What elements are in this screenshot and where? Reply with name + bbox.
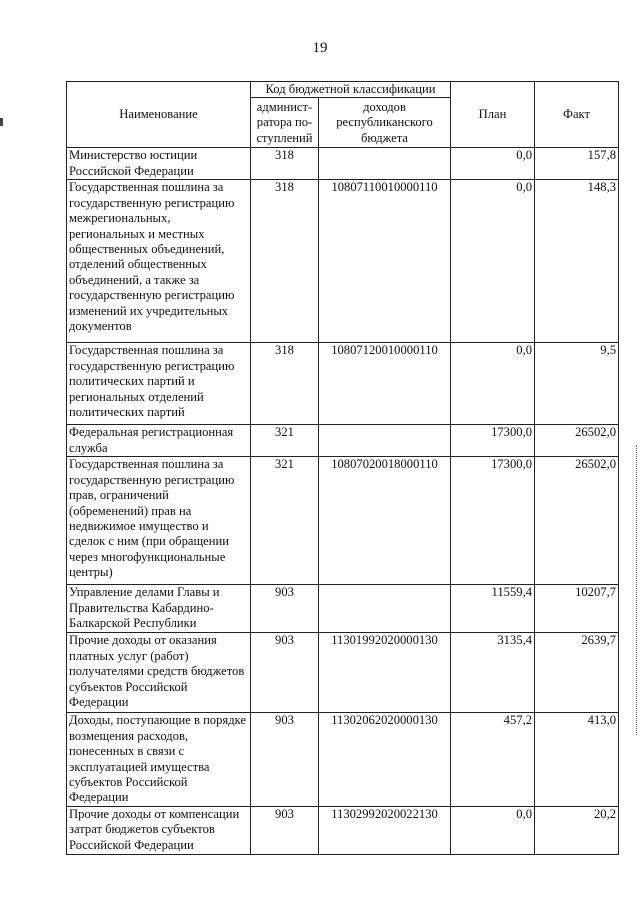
row-income-code: 10807120010000110 — [319, 343, 451, 425]
row-income-code — [319, 425, 451, 457]
row-plan: 3135,4 — [451, 633, 535, 713]
table-row — [67, 713, 619, 806]
row-name: Государственная пошлина за государственную регистрацию межрегиональных, региональных и местных общественных объединений, отделений общественных объединений, а также за государственную регистрацию изменений их учредительных документов — [67, 180, 251, 343]
scan-artifact-right — [633, 445, 637, 735]
row-fact: 157,8 — [535, 148, 619, 180]
row-fact: 2639,7 — [535, 633, 619, 713]
row-fact: 26502,0 — [535, 425, 619, 457]
row-plan: 457,2 — [451, 713, 535, 806]
header-code-group: Код бюджетной классификации — [251, 82, 451, 98]
table-row — [67, 806, 619, 854]
row-plan: 17300,0 — [451, 457, 535, 585]
scan-artifact-left — [0, 118, 3, 126]
row-name: Доходы, поступающие в порядке возмещения расходов, понесенных в связи с эксплуатацией имущества субъектов Российской Федерации — [67, 713, 251, 806]
row-name: Государственная пошлина за государственную регистрацию прав, ограничений (обременений) прав на недвижимое имущество и сделок с ним (при обращении через многофункциональные центры) — [67, 457, 251, 585]
row-income-code: 11302062020000130 — [319, 713, 451, 806]
row-income-code: 11302992020022130 — [319, 806, 451, 854]
row-fact: 26502,0 — [535, 457, 619, 585]
row-name: Государственная пошлина за государственную регистрацию политических партий и региональных отделений политических партий — [67, 343, 251, 425]
row-income-code: 10807110010000110 — [319, 180, 451, 343]
row-plan: 17300,0 — [451, 425, 535, 457]
row-plan: 0,0 — [451, 343, 535, 425]
row-fact: 148,3 — [535, 180, 619, 343]
header-name: Наименование — [67, 82, 251, 148]
row-admin-code: 903 — [251, 806, 319, 854]
row-fact: 413,0 — [535, 713, 619, 806]
budget-income-table — [66, 81, 619, 855]
row-admin-code: 321 — [251, 457, 319, 585]
row-plan: 0,0 — [451, 148, 535, 180]
row-income-code: 10807020018000110 — [319, 457, 451, 585]
row-fact: 20,2 — [535, 806, 619, 854]
row-plan: 11559,4 — [451, 585, 535, 633]
table-row — [67, 585, 619, 633]
row-plan: 0,0 — [451, 806, 535, 854]
table-row — [67, 633, 619, 713]
row-income-code — [319, 148, 451, 180]
row-admin-code: 903 — [251, 585, 319, 633]
table-row — [67, 425, 619, 457]
row-name: Управление делами Главы и Правительства Кабардино-Балкарской Республики — [67, 585, 251, 633]
row-name: Прочие доходы от оказания платных услуг (работ) получателями средств бюджетов субъектов Российской Федерации — [67, 633, 251, 713]
table-row — [67, 343, 619, 425]
row-admin-code: 903 — [251, 633, 319, 713]
row-plan: 0,0 — [451, 180, 535, 343]
header-income: доходов республиканского бюджета — [319, 98, 451, 148]
row-admin-code: 903 — [251, 713, 319, 806]
row-name: Министерство юстиции Российской Федерации — [67, 148, 251, 180]
header-fact: Факт — [535, 82, 619, 148]
table-row — [67, 180, 619, 343]
table-row — [67, 457, 619, 585]
row-income-code: 11301992020000130 — [319, 633, 451, 713]
table-row — [67, 148, 619, 180]
row-admin-code: 318 — [251, 180, 319, 343]
row-admin-code: 318 — [251, 148, 319, 180]
row-name: Федеральная регистрационная служба — [67, 425, 251, 457]
page-number: 19 — [312, 40, 328, 56]
row-admin-code: 318 — [251, 343, 319, 425]
row-admin-code: 321 — [251, 425, 319, 457]
row-fact: 10207,7 — [535, 585, 619, 633]
row-name: Прочие доходы от компенсации затрат бюджетов субъектов Российской Федерации — [67, 806, 251, 854]
header-admin: админист-ратора по-ступлений — [251, 98, 319, 148]
row-income-code — [319, 585, 451, 633]
row-fact: 9,5 — [535, 343, 619, 425]
header-plan: План — [451, 82, 535, 148]
